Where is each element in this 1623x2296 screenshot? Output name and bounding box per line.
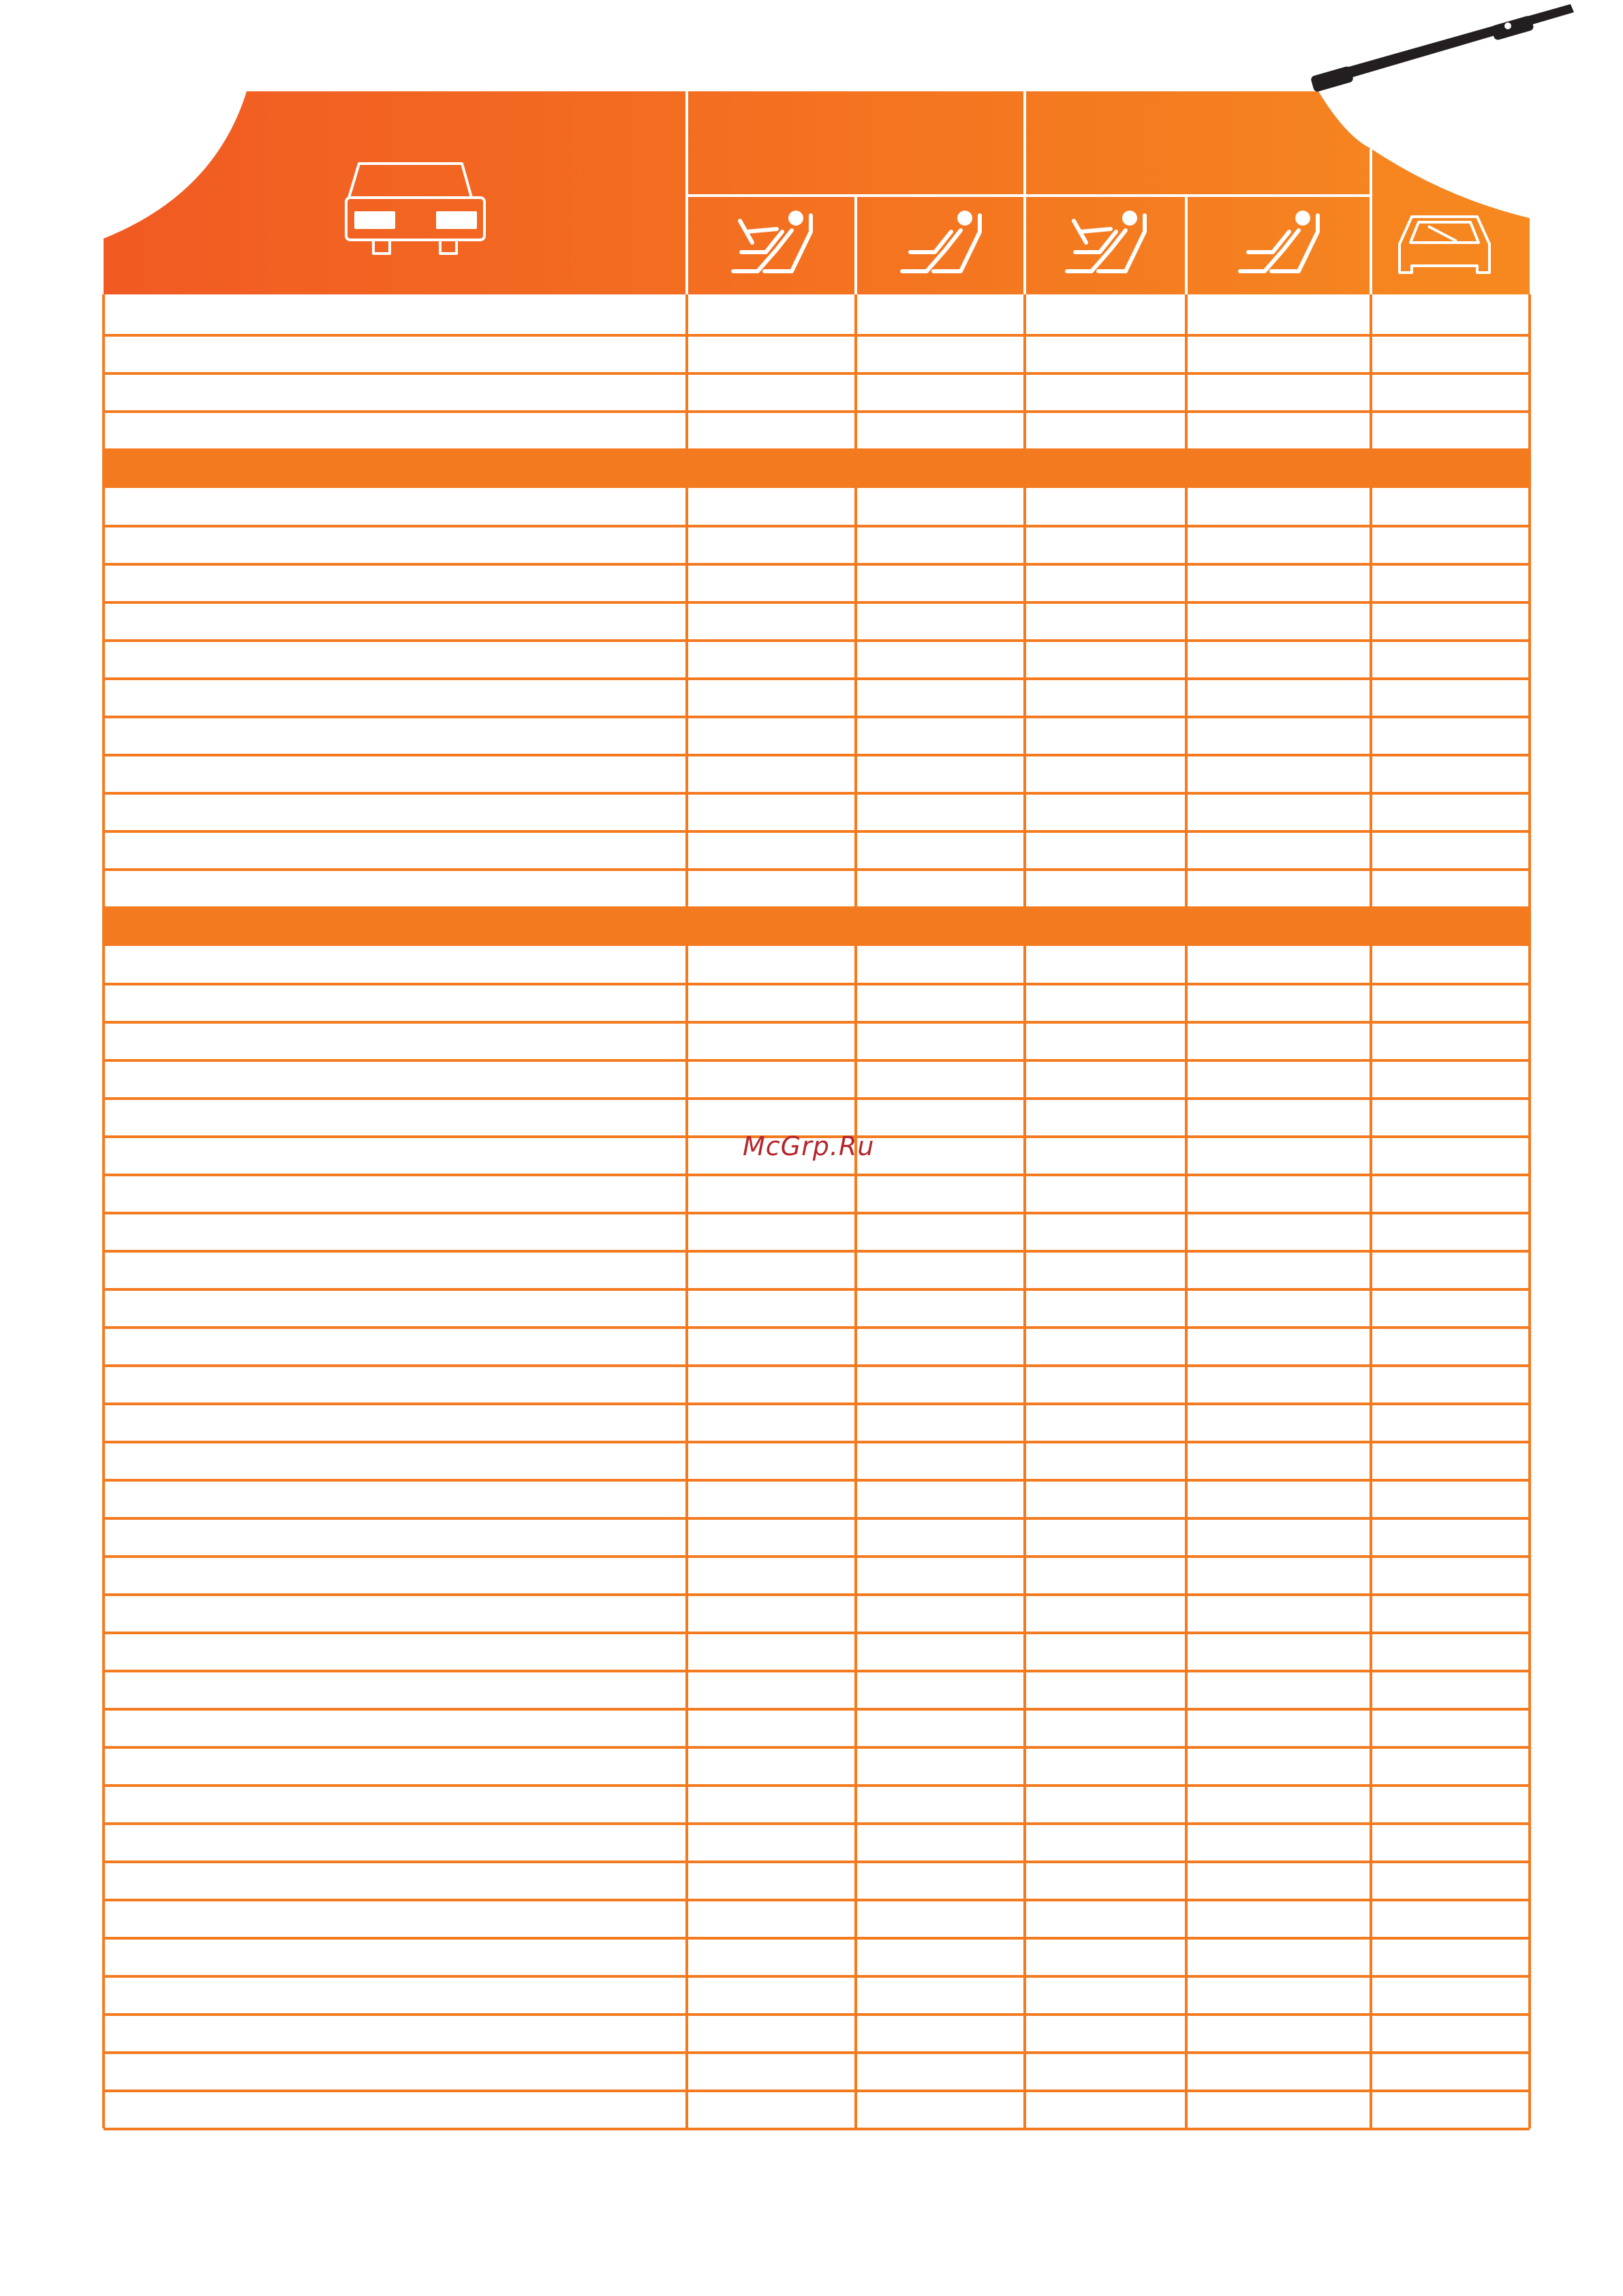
watermark: McGrp.Ru <box>743 1131 875 1161</box>
wiper-blade-icon <box>1310 4 1574 93</box>
header-band <box>104 91 1530 294</box>
section-band <box>104 450 1530 488</box>
section-band <box>104 908 1530 946</box>
